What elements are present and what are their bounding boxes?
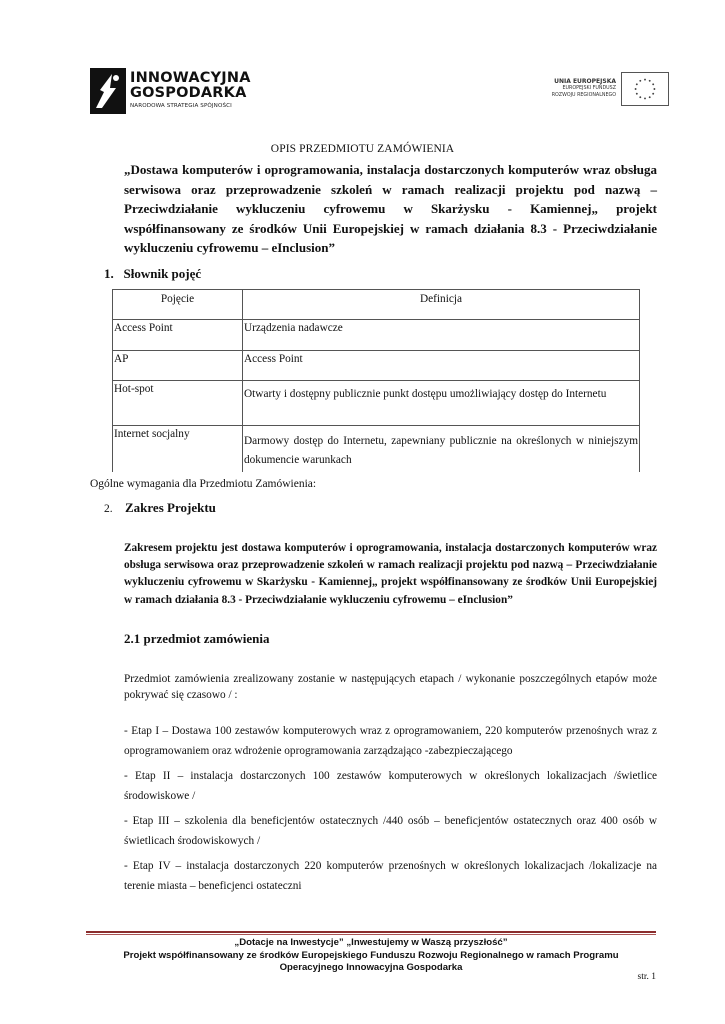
table-row: [113, 426, 640, 473]
eu-logo-line-1: UNIA EUROPEJSKA: [554, 78, 616, 85]
section-2-heading: [104, 500, 216, 516]
table-cell-term: Hot-spot: [113, 381, 243, 426]
eu-logo-line-3: ROZWOJU REGIONALNEGO: [551, 92, 616, 98]
section-2-title: Zakres Projektu: [125, 500, 216, 515]
eu-logo-line-2: EUROPEJSKI FUNDUSZ: [562, 86, 616, 91]
table-cell-definition: Otwarty i dostępny publicznie punkt dostępu umożliwiający dostęp do Internetu: [243, 381, 640, 426]
section-2-number: 2.: [104, 503, 113, 515]
table-cell-definition: Urządzenia nadawcze: [243, 320, 640, 351]
logo-line-2: GOSPODARKA: [130, 85, 247, 101]
table-row: [113, 381, 640, 426]
table-header-row: [113, 290, 640, 320]
section-1-heading: 1. Słownik pojęć: [104, 266, 202, 281]
eu-logo: [528, 72, 678, 112]
page-number: str. 1: [637, 972, 656, 982]
general-requirements-label: Ogólne wymagania dla Przedmiotu Zamówienia:: [90, 478, 317, 490]
table-cell-definition: Access Point: [243, 351, 640, 381]
stage-item: - Etap II – instalacja dostarczonych 100 zestawów komputerowych w określonych lokalizacjach /świetlice środowiskowe /: [124, 770, 657, 802]
order-intro-paragraph: Przedmiot zamówienia zrealizowany zostanie w następujących etapach / wykonanie poszczególnych etapów może pokrywać się czasowo / :: [124, 673, 657, 701]
table-row: [113, 351, 640, 381]
logo-mark-icon: [90, 68, 126, 114]
logo-line-3: NARODOWA STRATEGIA SPÓJNOŚCI: [130, 103, 232, 109]
table-cell-term: Access Point: [113, 320, 243, 351]
footer-divider-thin: [86, 934, 656, 935]
table-row: [113, 320, 640, 351]
footer-line-1: „Dotacje na Inwestycje” „Inwestujemy w Waszą przyszłość”: [234, 937, 508, 948]
page-footer: [86, 937, 656, 975]
section-2-1-heading: 2.1 przedmiot zamówienia: [124, 631, 270, 646]
glossary-table: [112, 289, 640, 472]
table-cell-definition: Darmowy dostęp do Internetu, zapewniany publicznie na określonych w niniejszym dokumencie warunkach: [243, 426, 640, 473]
footer-line-3: Operacyjnego Innowacyjna Gospodarka: [279, 962, 463, 973]
table-cell-term: Internet socjalny: [113, 426, 243, 473]
eu-logo-text: [528, 78, 616, 99]
table-header-definition: Definicja: [243, 290, 640, 320]
footer-divider: [86, 931, 656, 933]
stage-item: - Etap I – Dostawa 100 zestawów komputerowych wraz z oprogramowaniem, 220 komputerów przenośnych wraz z oprogramowaniem oraz wdrożenie oprogramowania zarządzająco -zabezpieczającego: [124, 725, 657, 757]
stage-item: - Etap III – szkolenia dla beneficjentów ostatecznych /440 osób – beneficjentów ostatecznych oraz 400 osób w świetlicach środowiskowych /: [124, 815, 657, 847]
logo-line-1: INNOWACYJNA: [130, 70, 251, 86]
innowacyjna-gospodarka-logo: [90, 68, 260, 114]
eu-flag-icon: [621, 72, 669, 106]
stage-item: - Etap IV – instalacja dostarczonych 220 komputerów przenośnych w określonych lokalizacjach /lokalizacje na terenie miasta – beneficjenci ostateczni: [124, 860, 657, 892]
footer-line-2: Projekt współfinansowany ze środków Europejskiego Funduszu Rozwoju Regionalnego w ramach Programu: [123, 949, 619, 961]
scope-paragraph: Zakresem projektu jest dostawa komputerów i oprogramowania, instalacja dostarczonych komputerów wraz obsługa serwisowa oraz przeprowadzenie szkoleń w ramach realizacji projektu pod nazwą – Przeciwdziałanie wykluczeniu cyfrowemu w Skarżysku - Kamiennej„ projekt współfinansowany ze środków Unii Europejskiej w ramach działania 8.3 - Przeciwdziałanie wykluczeniu cyfrowemu – eInclusion”: [124, 542, 657, 606]
document-subtitle: „Dostawa komputerów i oprogramowania, instalacja dostarczonych komputerów wraz obsługa serwisowa oraz przeprowadzenie szkoleń w ramach realizacji projektu pod nazwą – Przeciwdziałanie wykluczeniu cyfrowemu w Skarżysku - Kamiennej„ projekt współfinansowany ze środków Unii Europejskiej w ramach działania 8.3 - Przeciwdziałanie wykluczeniu cyfrowemu – eInclusion”: [124, 162, 657, 255]
table-header-term: Pojęcie: [113, 290, 243, 320]
table-cell-term: AP: [113, 351, 243, 381]
document-title: OPIS PRZEDMIOTU ZAMÓWIENIA: [270, 143, 455, 155]
